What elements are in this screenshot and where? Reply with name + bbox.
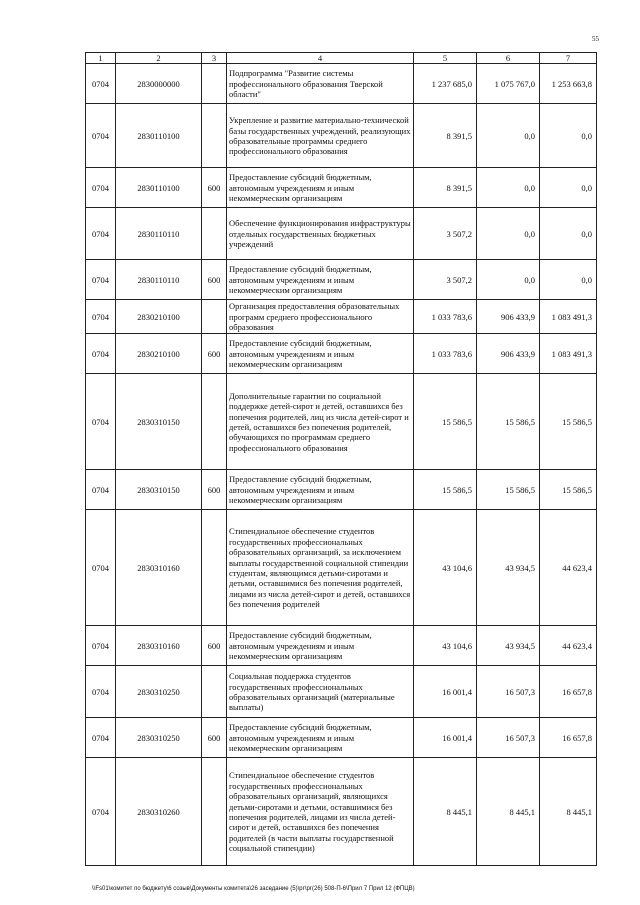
section-code-cell: 0704 bbox=[86, 300, 116, 334]
target-code-cell: 2830310250 bbox=[116, 666, 202, 718]
table-row bbox=[86, 758, 597, 866]
amount-col7-cell: 1 083 491,3 bbox=[540, 300, 597, 334]
expense-type-cell bbox=[202, 208, 227, 260]
amount-col5-cell: 43 104,6 bbox=[414, 626, 477, 666]
file-path-footer: \\Fs01\комитет по бюджету\6 созыв\Документы комитета\26 заседание (5)\рг\рг(26) 508-П-6\Прил 7 Прил 12 (ФПЦВ) bbox=[92, 886, 415, 892]
target-code-cell: 2830110100 bbox=[116, 104, 202, 168]
expense-type-cell bbox=[202, 300, 227, 334]
expense-type-cell bbox=[202, 758, 227, 866]
amount-col5-cell: 15 586,5 bbox=[414, 374, 477, 470]
section-code-cell: 0704 bbox=[86, 666, 116, 718]
amount-col7-cell: 0,0 bbox=[540, 168, 597, 208]
expense-type-cell bbox=[202, 666, 227, 718]
budget-table-container bbox=[85, 52, 597, 866]
amount-col5-cell: 3 507,2 bbox=[414, 208, 477, 260]
amount-col5-cell: 8 445,1 bbox=[414, 758, 477, 866]
target-code-cell: 2830210100 bbox=[116, 300, 202, 334]
table-row bbox=[86, 260, 597, 300]
amount-col7-cell: 1 083 491,3 bbox=[540, 334, 597, 374]
expense-type-cell bbox=[202, 374, 227, 470]
amount-col6-cell: 43 934,5 bbox=[477, 510, 540, 626]
amount-col5-cell: 43 104,6 bbox=[414, 510, 477, 626]
expense-type-cell: 600 bbox=[202, 470, 227, 510]
amount-col5-cell: 1 237 685,0 bbox=[414, 64, 477, 104]
amount-col7-cell: 0,0 bbox=[540, 104, 597, 168]
target-code-cell: 2830310150 bbox=[116, 470, 202, 510]
budget-table bbox=[85, 52, 597, 866]
description-cell: Организация предоставления образовательных программ среднего профессионального образования bbox=[227, 300, 414, 334]
description-cell: Предоставление субсидий бюджетным, автономным учреждениям и иным некоммерческим организациям bbox=[227, 470, 414, 510]
section-code-cell: 0704 bbox=[86, 718, 116, 758]
description-cell: Подпрограмма "Развитие системы профессионального образования Тверской области" bbox=[227, 64, 414, 104]
description-cell: Стипендиальное обеспечение студентов государственных профессиональных образовательных организаций, за исключением выплаты государственной социальной стипендии студентам, являющимся детьми-сиротами и детьми, оставшимися без попечения родителей, лицами из числа детей-сирот и детей, оставшихся без попечения родителей bbox=[227, 510, 414, 626]
column-header: 5 bbox=[414, 53, 477, 64]
target-code-cell: 2830310250 bbox=[116, 718, 202, 758]
section-code-cell: 0704 bbox=[86, 104, 116, 168]
expense-type-cell: 600 bbox=[202, 168, 227, 208]
table-row bbox=[86, 510, 597, 626]
column-header: 3 bbox=[202, 53, 227, 64]
description-cell: Предоставление субсидий бюджетным, автономным учреждениям и иным некоммерческим организациям bbox=[227, 718, 414, 758]
expense-type-cell: 600 bbox=[202, 626, 227, 666]
description-cell: Дополнительные гарантии по социальной поддержке детей-сирот и детей, оставшихся без попечения родителей, лиц из числа детей-сирот и детей, оставшихся без попечения родителей, обучающихся по программам среднего профессионального образования bbox=[227, 374, 414, 470]
target-code-cell: 2830110110 bbox=[116, 260, 202, 300]
target-code-cell: 2830000000 bbox=[116, 64, 202, 104]
description-cell: Укрепление и развитие материально-технической базы государственных учреждений, реализующих образовательные программы среднего профессионального образования bbox=[227, 104, 414, 168]
table-row bbox=[86, 64, 597, 104]
description-cell: Стипендиальное обеспечение студентов государственных профессиональных образовательных организаций, являющихся детьми-сиротами и детьми, оставшимися без попечения родителей, лицами из числа детей-сирот и детей, оставшихся без попечения родителей (в части выплаты государственной социальной стипендии) bbox=[227, 758, 414, 866]
table-row bbox=[86, 374, 597, 470]
amount-col6-cell: 15 586,5 bbox=[477, 374, 540, 470]
table-row bbox=[86, 666, 597, 718]
amount-col7-cell: 16 657,8 bbox=[540, 718, 597, 758]
amount-col5-cell: 15 586,5 bbox=[414, 470, 477, 510]
expense-type-cell bbox=[202, 64, 227, 104]
target-code-cell: 2830110110 bbox=[116, 208, 202, 260]
expense-type-cell: 600 bbox=[202, 718, 227, 758]
amount-col6-cell: 16 507,3 bbox=[477, 718, 540, 758]
description-cell: Предоставление субсидий бюджетным, автономным учреждениям и иным некоммерческим организациям bbox=[227, 334, 414, 374]
target-code-cell: 2830310260 bbox=[116, 758, 202, 866]
table-row bbox=[86, 300, 597, 334]
table-row bbox=[86, 470, 597, 510]
section-code-cell: 0704 bbox=[86, 168, 116, 208]
amount-col6-cell: 1 075 767,0 bbox=[477, 64, 540, 104]
amount-col7-cell: 44 623,4 bbox=[540, 510, 597, 626]
section-code-cell: 0704 bbox=[86, 374, 116, 470]
amount-col7-cell: 0,0 bbox=[540, 260, 597, 300]
description-cell: Обеспечение функционирования инфраструктуры отдельных государственных бюджетных учреждений bbox=[227, 208, 414, 260]
section-code-cell: 0704 bbox=[86, 334, 116, 374]
amount-col5-cell: 1 033 783,6 bbox=[414, 300, 477, 334]
table-row bbox=[86, 334, 597, 374]
column-header: 6 bbox=[477, 53, 540, 64]
section-code-cell: 0704 bbox=[86, 510, 116, 626]
column-header: 1 bbox=[86, 53, 116, 64]
target-code-cell: 2830110100 bbox=[116, 168, 202, 208]
amount-col6-cell: 0,0 bbox=[477, 168, 540, 208]
column-header: 4 bbox=[227, 53, 414, 64]
amount-col7-cell: 8 445,1 bbox=[540, 758, 597, 866]
amount-col7-cell: 15 586,5 bbox=[540, 470, 597, 510]
amount-col5-cell: 8 391,5 bbox=[414, 104, 477, 168]
amount-col6-cell: 15 586,5 bbox=[477, 470, 540, 510]
target-code-cell: 2830310150 bbox=[116, 374, 202, 470]
description-cell: Предоставление субсидий бюджетным, автономным учреждениям и иным некоммерческим организациям bbox=[227, 626, 414, 666]
section-code-cell: 0704 bbox=[86, 626, 116, 666]
expense-type-cell bbox=[202, 104, 227, 168]
table-row bbox=[86, 626, 597, 666]
amount-col5-cell: 1 033 783,6 bbox=[414, 334, 477, 374]
amount-col7-cell: 44 623,4 bbox=[540, 626, 597, 666]
amount-col6-cell: 0,0 bbox=[477, 104, 540, 168]
amount-col6-cell: 906 433,9 bbox=[477, 300, 540, 334]
section-code-cell: 0704 bbox=[86, 208, 116, 260]
table-body bbox=[86, 64, 597, 866]
amount-col7-cell: 15 586,5 bbox=[540, 374, 597, 470]
amount-col6-cell: 906 433,9 bbox=[477, 334, 540, 374]
description-cell: Социальная поддержка студентов государственных профессиональных образовательных организаций (материальные выплаты) bbox=[227, 666, 414, 718]
expense-type-cell: 600 bbox=[202, 260, 227, 300]
amount-col5-cell: 16 001,4 bbox=[414, 718, 477, 758]
target-code-cell: 2830310160 bbox=[116, 626, 202, 666]
amount-col6-cell: 0,0 bbox=[477, 208, 540, 260]
expense-type-cell: 600 bbox=[202, 334, 227, 374]
amount-col6-cell: 8 445,1 bbox=[477, 758, 540, 866]
amount-col5-cell: 16 001,4 bbox=[414, 666, 477, 718]
section-code-cell: 0704 bbox=[86, 470, 116, 510]
amount-col7-cell: 1 253 663,8 bbox=[540, 64, 597, 104]
amount-col7-cell: 0,0 bbox=[540, 208, 597, 260]
section-code-cell: 0704 bbox=[86, 260, 116, 300]
table-row bbox=[86, 208, 597, 260]
column-header: 7 bbox=[540, 53, 597, 64]
table-row bbox=[86, 718, 597, 758]
header-row bbox=[86, 53, 597, 64]
page-number: 55 bbox=[592, 35, 599, 43]
column-header: 2 bbox=[116, 53, 202, 64]
expense-type-cell bbox=[202, 510, 227, 626]
table-row bbox=[86, 168, 597, 208]
section-code-cell: 0704 bbox=[86, 758, 116, 866]
target-code-cell: 2830310160 bbox=[116, 510, 202, 626]
table-row bbox=[86, 104, 597, 168]
amount-col6-cell: 16 507,3 bbox=[477, 666, 540, 718]
description-cell: Предоставление субсидий бюджетным, автономным учреждениям и иным некоммерческим организациям bbox=[227, 168, 414, 208]
amount-col6-cell: 0,0 bbox=[477, 260, 540, 300]
amount-col6-cell: 43 934,5 bbox=[477, 626, 540, 666]
amount-col5-cell: 8 391,5 bbox=[414, 168, 477, 208]
section-code-cell: 0704 bbox=[86, 64, 116, 104]
amount-col7-cell: 16 657,8 bbox=[540, 666, 597, 718]
description-cell: Предоставление субсидий бюджетным, автономным учреждениям и иным некоммерческим организациям bbox=[227, 260, 414, 300]
target-code-cell: 2830210100 bbox=[116, 334, 202, 374]
amount-col5-cell: 3 507,2 bbox=[414, 260, 477, 300]
